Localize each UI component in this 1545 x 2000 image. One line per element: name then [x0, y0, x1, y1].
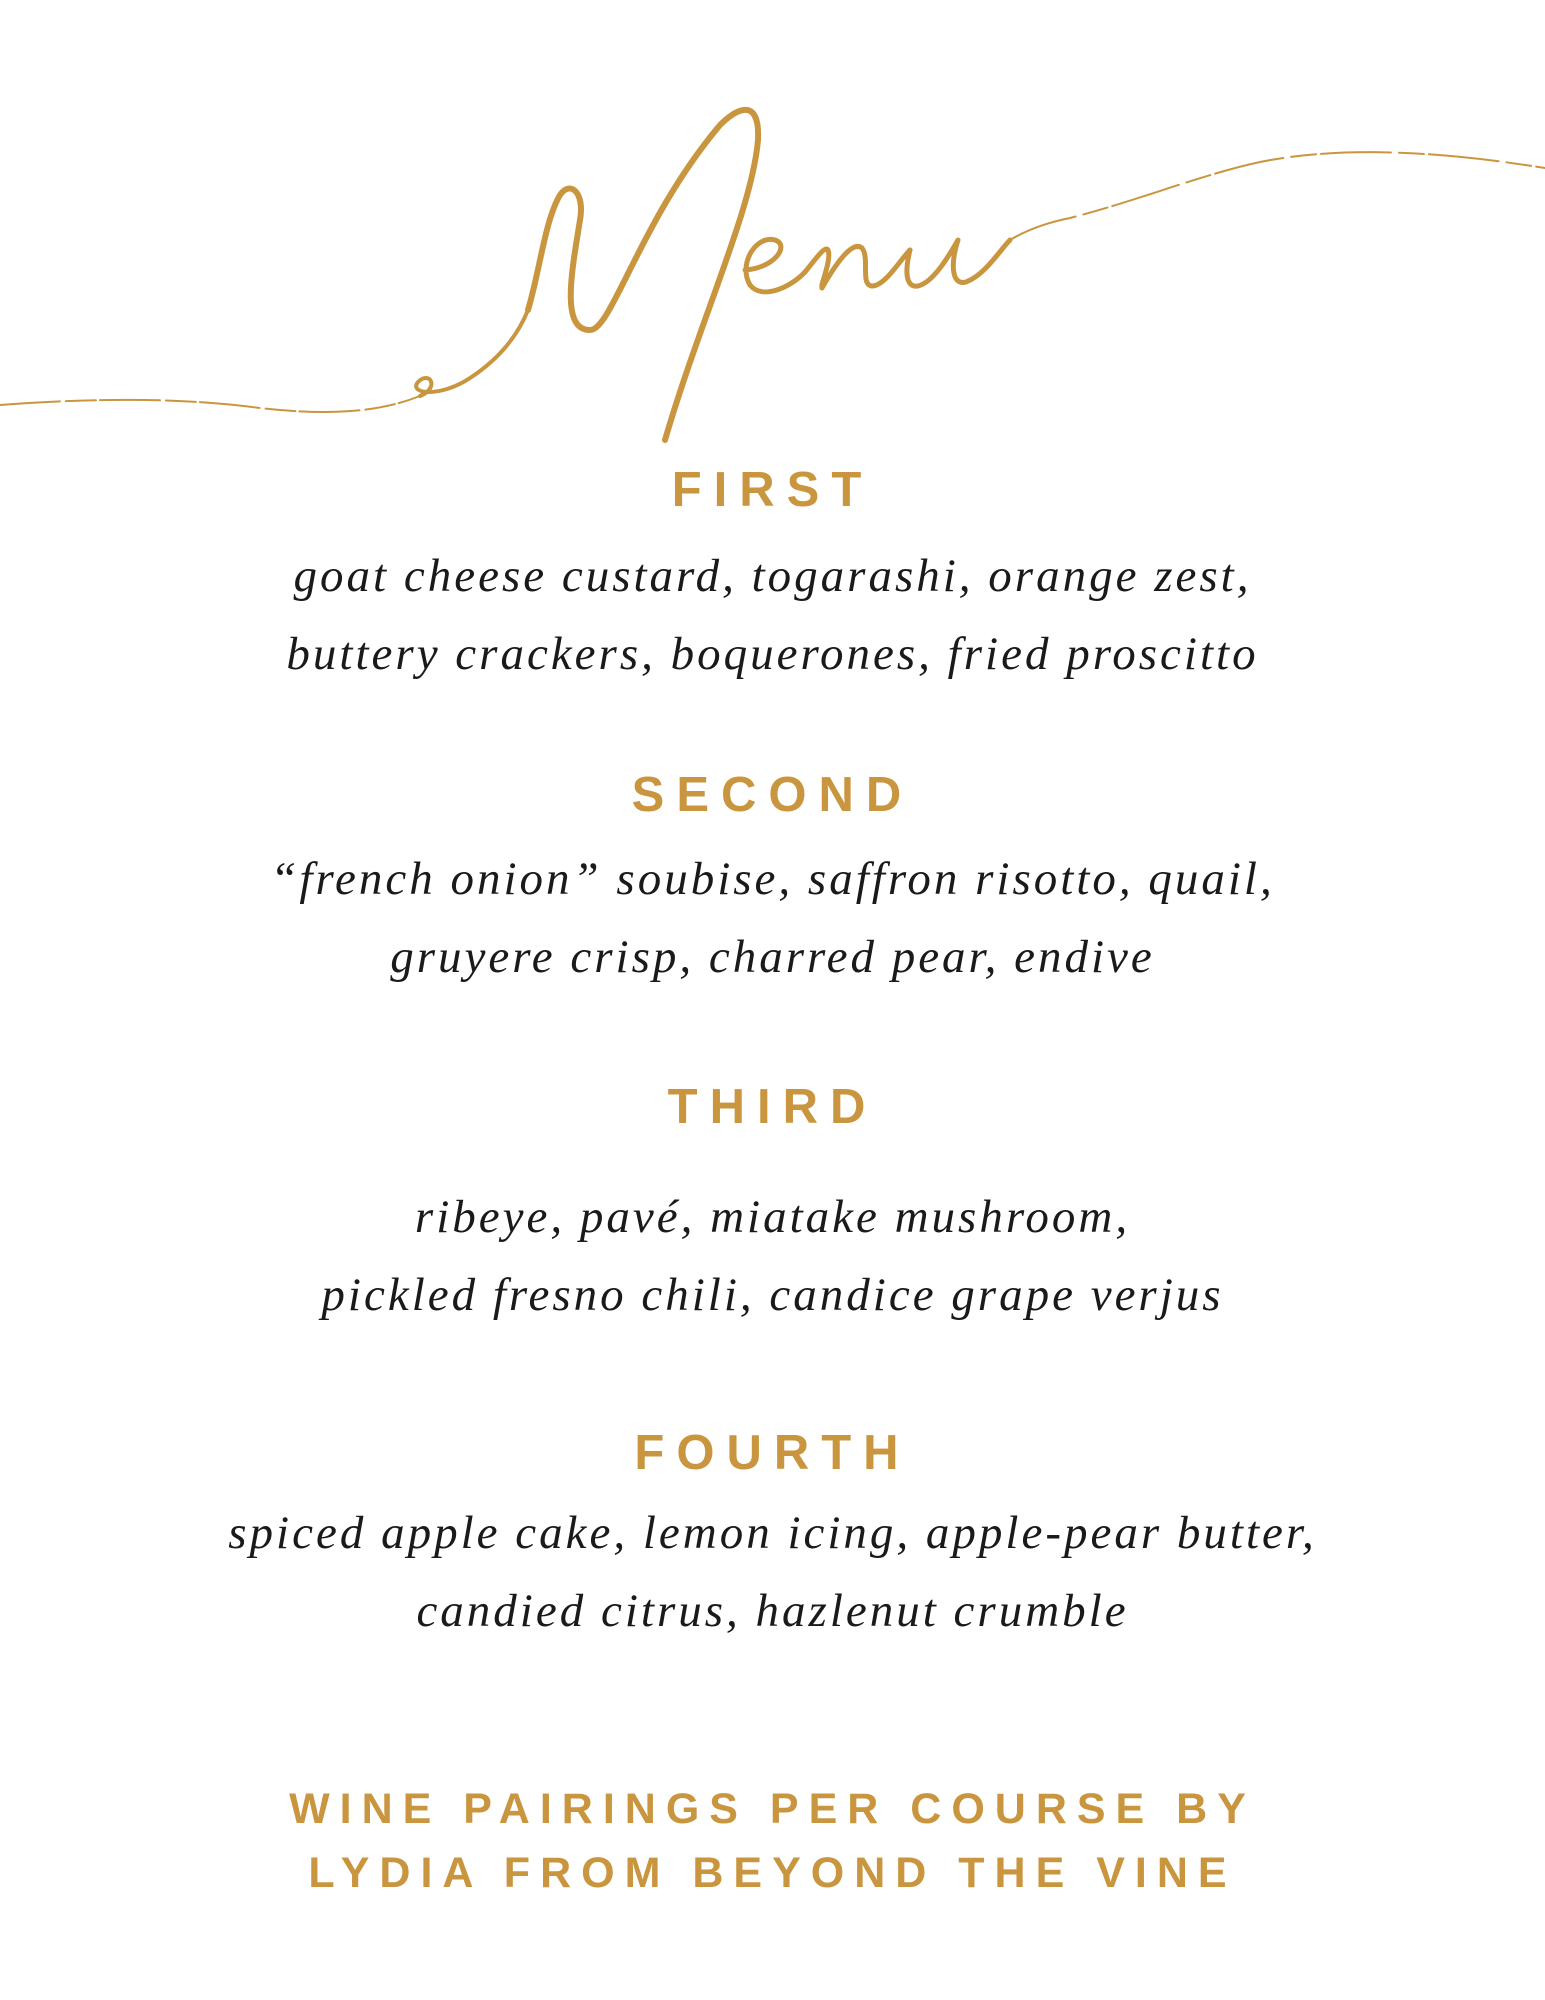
course-line: “french onion” soubise, saffron risotto, quail,: [270, 853, 1275, 905]
footer-line-2: LYDIA FROM BEYOND THE VINE: [308, 1849, 1237, 1897]
course-fourth: [0, 1426, 1545, 1650]
footer-line-1: WINE PAIRINGS PER COURSE BY: [289, 1785, 1256, 1833]
course-line: gruyere crisp, charred pear, endive: [390, 931, 1155, 983]
course-heading: FOURTH: [634, 1426, 911, 1480]
course-line: ribeye, pavé, miatake mushroom,: [414, 1191, 1131, 1243]
course-line: pickled fresno chili, candice grape verjus: [321, 1269, 1224, 1321]
course-second: [0, 768, 1545, 996]
menu-title-logo: [0, 100, 1545, 470]
course-third: [0, 1080, 1545, 1334]
course-line: candied citrus, hazlenut crumble: [416, 1585, 1129, 1637]
course-line: buttery crackers, boquerones, fried proscitto: [286, 628, 1259, 680]
course-line: goat cheese custard, togarashi, orange zest,: [293, 550, 1252, 602]
course-heading: SECOND: [631, 768, 914, 822]
course-heading: FIRST: [671, 463, 874, 517]
course-line: spiced apple cake, lemon icing, apple-pear butter,: [228, 1507, 1317, 1559]
course-heading: THIRD: [667, 1080, 878, 1134]
course-first: [0, 463, 1545, 693]
wine-pairing-note: [0, 1777, 1545, 1905]
